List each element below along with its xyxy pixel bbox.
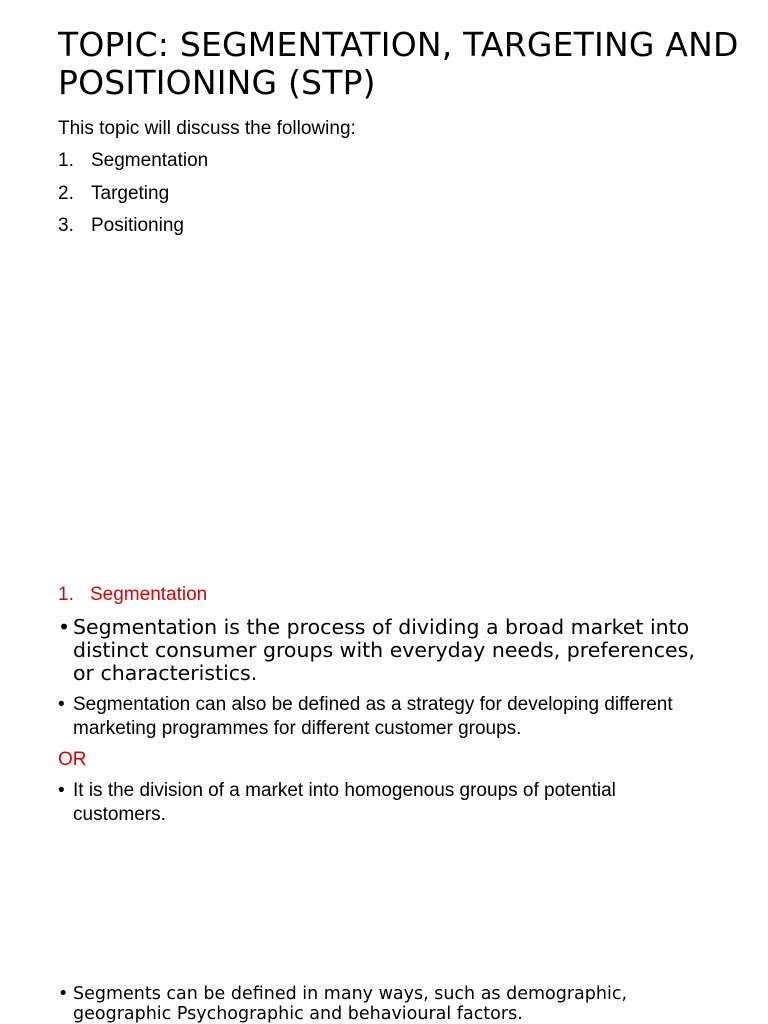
list-item-label: Targeting — [91, 182, 170, 204]
bullet-text: Segmentation is the process of dividing a broad market into distinct consumer groups with everyday needs, preferences, or characteristics. — [73, 615, 695, 685]
bullet-text: It is the division of a market into homogenous groups of potential customers. — [73, 780, 616, 825]
bullet-item — [58, 779, 678, 827]
list-item-label: Segmentation — [91, 150, 209, 171]
bullet-item — [58, 616, 718, 685]
list-item-number: 3. — [58, 215, 74, 236]
list-item-label: Positioning — [91, 215, 184, 236]
intro-text: This topic will discuss the following: — [58, 118, 356, 139]
list-item-number: 1. — [58, 150, 74, 171]
list-item — [58, 214, 208, 247]
bullet-marker: • — [58, 615, 71, 639]
section-heading-number: 1. — [58, 584, 74, 605]
page-title: TOPIC: SEGMENTATION, TARGETING AND POSITIONING (STP) — [58, 25, 739, 102]
list-item — [58, 149, 208, 182]
topic-list — [58, 149, 208, 247]
bullet-item — [58, 984, 718, 1024]
list-item-number: 2. — [58, 182, 74, 204]
section-heading — [58, 583, 207, 607]
or-label: OR — [58, 749, 87, 770]
bullet-marker: • — [58, 694, 65, 715]
bullet-text: Segmentation can also be defined as a strategy for developing different marketing programmes for different customer groups. — [73, 694, 673, 739]
section-heading-label: Segmentation — [90, 584, 208, 605]
list-item — [58, 182, 208, 215]
bullet-marker: • — [58, 984, 69, 1004]
bullet-marker: • — [58, 780, 65, 801]
bullet-text: Segments can be defined in many ways, such as demographic, geographic Psychographic and behavioural factors. — [73, 984, 628, 1024]
bullet-item — [58, 693, 708, 741]
